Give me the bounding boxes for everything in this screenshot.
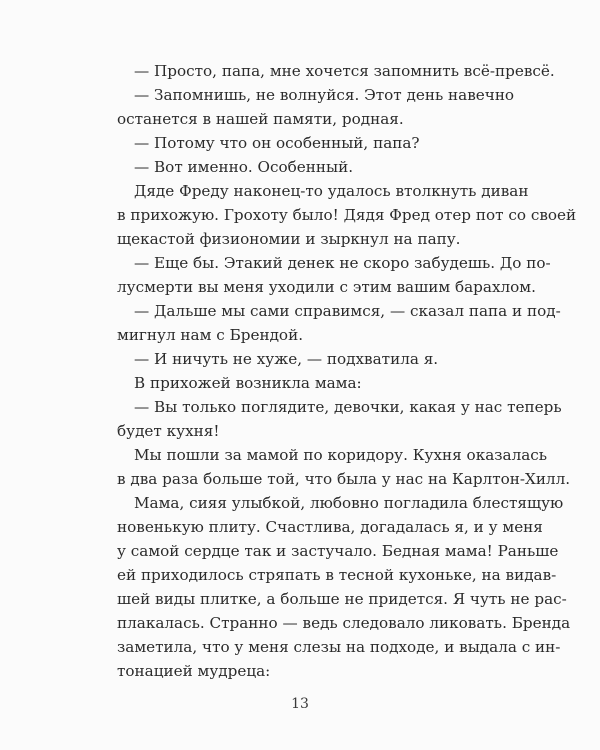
text-line: плакалась. Странно — ведь следовало ликовать. Бренда bbox=[117, 614, 571, 632]
text-line: — Просто, папа, мне хочется запомнить всё-превсё. bbox=[134, 62, 555, 80]
text-line: Дяде Фреду наконец-то удалось втолкнуть диван bbox=[134, 182, 529, 200]
text-line: — Еще бы. Этакий денек не скоро забудешь. До по- bbox=[134, 254, 551, 272]
text-line: Мы пошли за мамой по коридору. Кухня оказалась bbox=[134, 446, 548, 464]
text-line: Мама, сияя улыбкой, любовно погладила блестящую bbox=[134, 494, 564, 512]
text-line: — Потому что он особенный, папа? bbox=[134, 134, 420, 152]
text-line: — Вот именно. Особенный. bbox=[134, 158, 354, 176]
text-line: щекастой физиономии и зыркнул на папу. bbox=[117, 230, 461, 248]
page-number: 13 bbox=[291, 696, 309, 712]
text-line: заметила, что у меня слезы на подходе, и выдала с ин- bbox=[117, 638, 561, 656]
text-line: останется в нашей памяти, родная. bbox=[117, 110, 404, 128]
text-line: мигнул нам с Брендой. bbox=[117, 326, 304, 344]
text-line: — Дальше мы сами справимся, — сказал папа и под- bbox=[134, 302, 561, 320]
text-line: тонацией мудреца: bbox=[117, 662, 271, 680]
text-line: у самой сердце так и застучало. Бедная мама! Раньше bbox=[117, 542, 559, 560]
text-line: новенькую плиту. Счастлива, догадалась я, и у меня bbox=[117, 518, 543, 536]
text-line: в прихожую. Грохоту было! Дядя Фред отер пот со своей bbox=[117, 206, 577, 224]
text-line: В прихожей возникла мама: bbox=[134, 374, 362, 392]
text-line: ей приходилось стряпать в тесной кухоньке, на видав- bbox=[117, 566, 557, 584]
text-line: — Запомнишь, не волнуйся. Этот день навечно bbox=[134, 86, 515, 104]
text-line: будет кухня! bbox=[117, 422, 220, 440]
text-line: лусмерти вы меня уходили с этим вашим барахлом. bbox=[117, 278, 536, 296]
text-line: шей виды плитке, а больше не придется. Я чуть не рас- bbox=[117, 590, 567, 608]
text-line: в два раза больше той, что была у нас на Карлтон-Хилл. bbox=[117, 470, 571, 488]
text-line: — Вы только поглядите, девочки, какая у нас теперь bbox=[134, 398, 562, 416]
text-line: — И ничуть не хуже, — подхватила я. bbox=[134, 350, 439, 368]
